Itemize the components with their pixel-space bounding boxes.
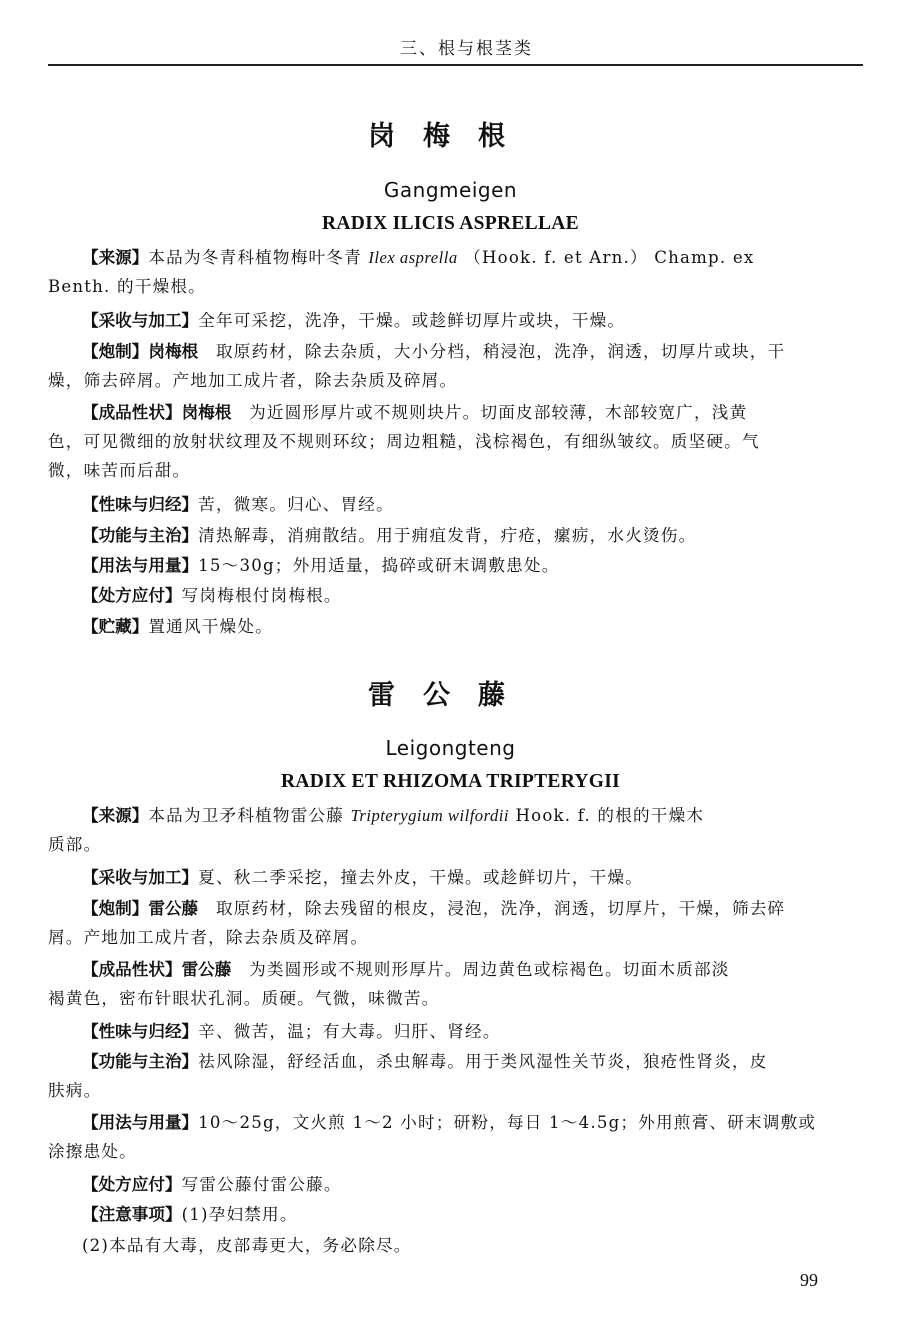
monograph-pinyin: Gangmeigen bbox=[383, 178, 518, 202]
section-product-description: 【成品性状】雷公藤 为类圆形或不规则形厚片。周边黄色或棕褐色。切面木质部淡 褐黄色，密布针眼状孔洞。质硬。气微，味微苦。 bbox=[48, 960, 730, 1008]
page-number: 99 bbox=[800, 1270, 818, 1290]
section-source: 【来源】本品为卫矛科植物雷公藤 Tripterygium wilfordii Hook. f. 的根的干燥木 质部。 bbox=[48, 806, 705, 854]
section-tag: 【处方应付】 bbox=[82, 1175, 182, 1194]
section-processing: 【炮制】岗梅根 取原药材，除去杂质，大小分档，稍浸泡，洗净，润透，切厚片或块，干 燥，筛去碎屑。产地加工成片者，除去杂质及碎屑。 bbox=[48, 342, 786, 390]
scientific-name: Tripterygium wilfordii bbox=[350, 806, 509, 825]
section-tag: 【性味与归经】 bbox=[82, 1022, 199, 1041]
section-prescription: 【处方应付】写雷公藤付雷公藤。 bbox=[82, 1175, 342, 1194]
section-tag: 【采收与加工】 bbox=[82, 868, 199, 887]
section-tag: 【用法与用量】 bbox=[82, 1113, 199, 1132]
section-tag: 【来源】 bbox=[82, 248, 149, 267]
section-function: 【功能与主治】清热解毒，消痈散结。用于痈疽发背，疔疮，瘰疬，水火烫伤。 bbox=[82, 526, 697, 545]
section-tag: 【炮制】 bbox=[82, 899, 149, 918]
section-cautions: 【注意事项】(1)孕妇禁用。 bbox=[82, 1205, 298, 1224]
section-tag: 【功能与主治】 bbox=[82, 526, 199, 545]
section-tag: 【处方应付】 bbox=[82, 586, 182, 605]
section-tag: 【成品性状】 bbox=[82, 403, 182, 422]
section-tag: 【功能与主治】 bbox=[82, 1052, 199, 1071]
section-harvest: 【采收与加工】夏、秋二季采挖，撞去外皮，干燥。或趁鲜切片，干燥。 bbox=[82, 868, 643, 887]
scientific-name: Ilex asprella bbox=[368, 248, 458, 267]
section-processing: 【炮制】雷公藤 取原药材，除去残留的根皮，浸泡，洗净，润透，切厚片，干燥，筛去碎 屑。产地加工成片者，除去杂质及碎屑。 bbox=[48, 899, 786, 947]
section-tag: 【采收与加工】 bbox=[82, 311, 199, 330]
section-cautions-item-2: (2)本品有大毒，皮部毒更大，务必除尽。 bbox=[82, 1236, 412, 1255]
section-tag: 【贮藏】 bbox=[82, 617, 149, 636]
monograph-latin-name: RADIX ET RHIZOMA TRIPTERYGII bbox=[280, 771, 621, 792]
section-harvest: 【采收与加工】全年可采挖，洗净，干燥。或趁鲜切厚片或块，干燥。 bbox=[82, 311, 626, 330]
section-tag: 【炮制】 bbox=[82, 342, 149, 361]
monograph-title-cn: 雷公藤 bbox=[368, 680, 533, 711]
section-nature-meridian: 【性味与归经】辛、微苦，温；有大毒。归肝、肾经。 bbox=[82, 1022, 501, 1041]
section-nature-meridian: 【性味与归经】苦，微寒。归心、胃经。 bbox=[82, 495, 394, 514]
section-tag: 【用法与用量】 bbox=[82, 556, 199, 575]
section-product-description: 【成品性状】岗梅根 为近圆形厚片或不规则块片。切面皮部较薄，木部较宽广，浅黄 色，可见微细的放射状纹理及不规则环纹；周边粗糙，浅棕褐色，有细纵皱纹。质坚硬。气 微，味苦而后甜。 bbox=[48, 403, 760, 480]
running-header bbox=[48, 30, 863, 66]
section-usage: 【用法与用量】15～30g；外用适量，捣碎或研末调敷患处。 bbox=[82, 556, 560, 575]
section-tag: 【注意事项】 bbox=[82, 1205, 182, 1224]
monograph-pinyin: Leigongteng bbox=[385, 736, 516, 760]
section-prescription: 【处方应付】写岗梅根付岗梅根。 bbox=[82, 586, 342, 605]
section-tag: 【性味与归经】 bbox=[82, 495, 199, 514]
section-tag: 【来源】 bbox=[82, 806, 149, 825]
section-usage: 【用法与用量】10～25g，文火煎 1～2 小时；研粉，每日 1～4.5g；外用煎膏、研末调敷或 涂擦患处。 bbox=[48, 1113, 817, 1161]
monograph-latin-name: RADIX ILICIS ASPRELLAE bbox=[322, 213, 579, 234]
section-source: 【来源】本品为冬青科植物梅叶冬青 Ilex asprella （Hook. f. et Arn.） Champ. ex Benth. 的干燥根。 bbox=[48, 248, 755, 296]
section-storage: 【贮藏】置通风干燥处。 bbox=[82, 617, 273, 636]
section-tag: 【成品性状】 bbox=[82, 960, 182, 979]
monograph-title-cn: 岗梅根 bbox=[368, 121, 533, 152]
section-function: 【功能与主治】祛风除湿，舒经活血，杀虫解毒。用于类风湿性关节炎，狼疮性肾炎，皮 肤病。 bbox=[48, 1052, 768, 1100]
running-title: 三、根与根茎类 bbox=[400, 39, 533, 59]
